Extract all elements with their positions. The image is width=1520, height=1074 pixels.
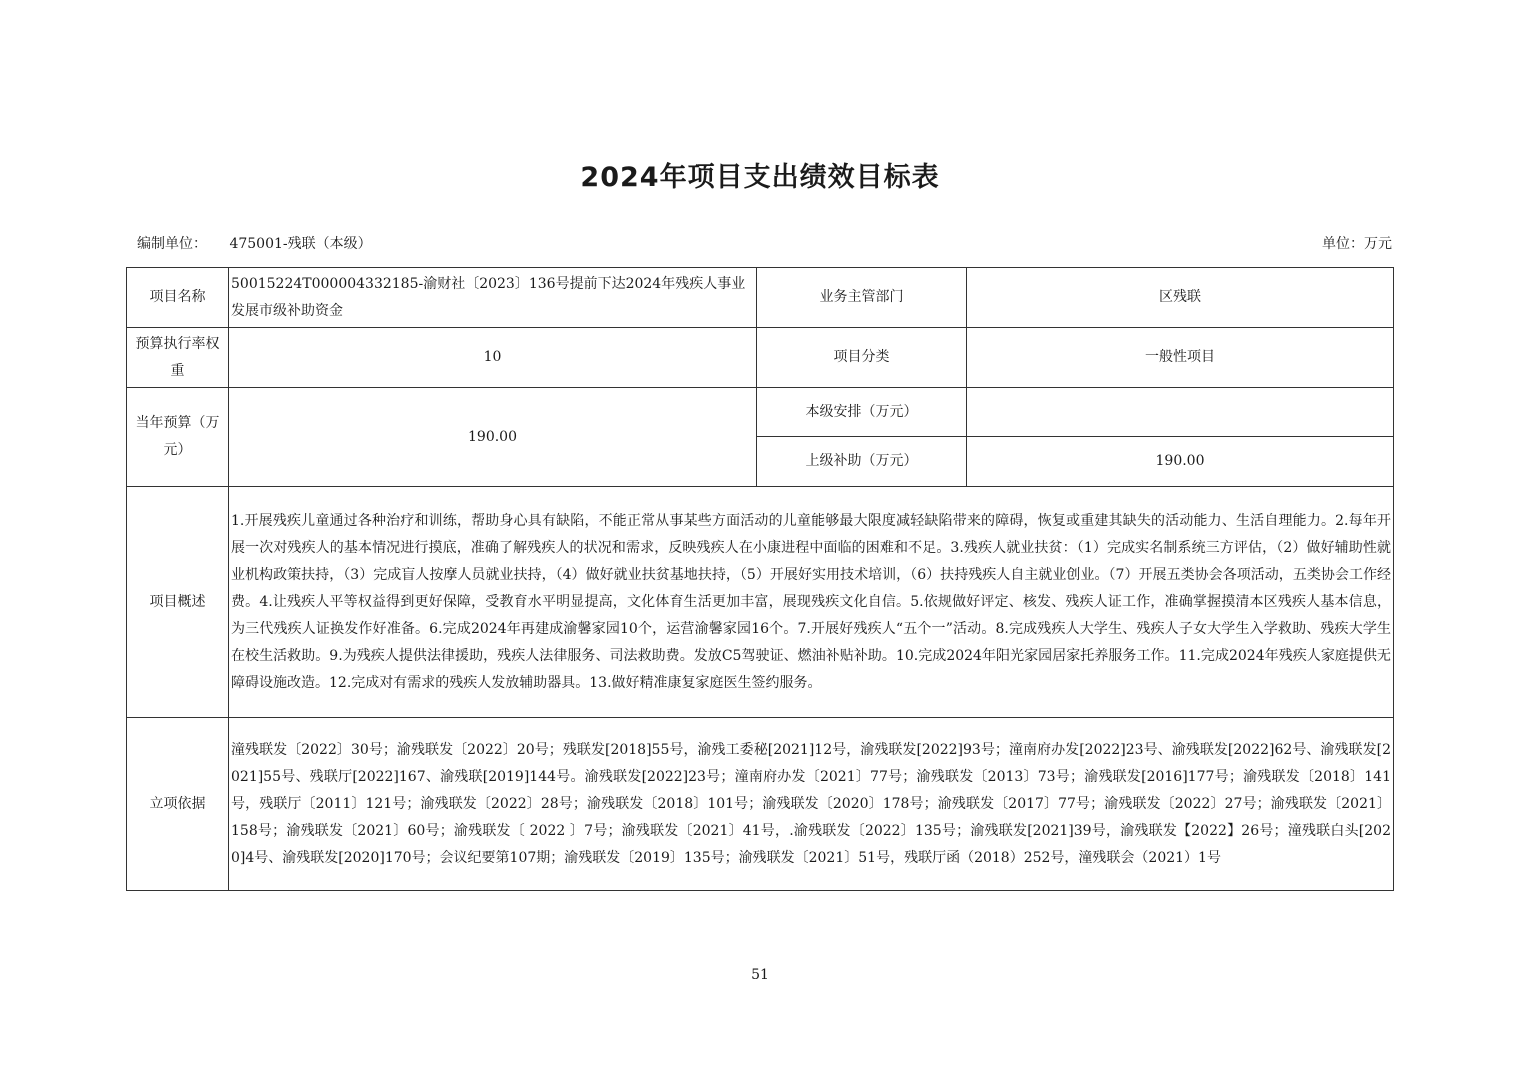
table-row xyxy=(127,268,1394,328)
dept-value: 区残联 xyxy=(967,268,1394,328)
category-label: 项目分类 xyxy=(757,328,967,388)
page-number: 51 xyxy=(751,967,769,983)
compiling-unit xyxy=(137,233,372,253)
table-row xyxy=(127,388,1394,437)
basis-label: 立项依据 xyxy=(127,718,229,891)
dept-label: 业务主管部门 xyxy=(757,268,967,328)
table-row xyxy=(127,328,1394,388)
local-value xyxy=(967,388,1394,437)
basis-text: 潼残联发〔2022〕30号；渝残联发〔2022〕20号；残联发[2018]55号，渝残工委秘[2021]12号，渝残联发[2022]93号；潼南府办发[2022]23号、渝残联发[2022]62号、渝残联发[2021]55号、残联厅[2022]167、渝残联[2019]144号。渝残联发[2022]23号；潼南府办发〔2021〕77号；渝残联发〔2013〕73号；渝残联发[2016]177号；渝残联发〔2018〕141号，残联厅〔2011〕121号；渝残联发〔2022〕28号；渝残联发〔2018〕101号；渝残联发〔2020〕178号；渝残联发〔2017〕77号；渝残联发〔2022〕27号；渝残联发〔2021〕158号；渝残联发〔2021〕60号；渝残联发〔 2022 〕7号；渝残联发〔2021〕41号，.渝残联发〔2022〕135号；渝残联发[2021]39号，渝残联发【2022】26号；潼残联白头[2020]4号、渝残联发[2020]170号；会议纪要第107期；渝残联发〔2019〕135号；渝残联发〔2021〕51号，残联厅函（2018）252号，潼残联会（2021）1号 xyxy=(229,718,1394,891)
overview-text: 1.开展残疾儿童通过各种治疗和训练，帮助身心具有缺陷，不能正常从事某些方面活动的儿童能够最大限度减轻缺陷带来的障碍，恢复或重建其缺失的活动能力、生活自理能力。2.每年开展一次对残疾人的基本情况进行摸底，准确了解残疾人的状况和需求，反映残疾人在小康进程中面临的困难和不足。3.残疾人就业扶贫：（1）完成实名制系统三方评估，（2）做好辅助性就业机构政策扶持，（3）完成盲人按摩人员就业扶持，（4）做好就业扶贫基地扶持，（5）开展好实用技术培训，（6）扶持残疾人自主就业创业。（7）开展五类协会各项活动，五类协会工作经费。4.让残疾人平等权益得到更好保障，受教育水平明显提高，文化体育生活更加丰富，展现残疾文化自信。5.依规做好评定、核发、残疾人证工作，准确掌握摸清本区残疾人基本信息，为三代残疾人证换发作好准备。6.完成2024年再建成渝馨家园10个，运营渝馨家园16个。7.开展好残疾人“五个一”活动。8.完成残疾人大学生、残疾人子女大学生入学救助、残疾大学生在校生活救助。9.为残疾人提供法律援助，残疾人法律服务、司法救助费。发放C5驾驶证、燃油补贴补助。10.完成2024年阳光家园居家托养服务工作。11.完成2024年残疾人家庭提供无障碍设施改造。12.完成对有需求的残疾人发放辅助器具。13.做好精准康复家庭医生签约服务。 xyxy=(229,487,1394,718)
weight-label: 预算执行率权重 xyxy=(127,328,229,388)
performance-table xyxy=(126,267,1394,891)
compiling-unit-label: 编制单位： xyxy=(137,236,207,252)
project-name-value: 50015224T000004332185-渝财社〔2023〕136号提前下达2024年残疾人事业发展市级补助资金 xyxy=(229,268,757,328)
table-row xyxy=(127,487,1394,718)
currency-unit: 单位：万元 xyxy=(1322,236,1392,252)
overview-label: 项目概述 xyxy=(127,487,229,718)
budget-label: 当年预算（万元） xyxy=(127,388,229,487)
upper-label: 上级补助（万元） xyxy=(757,437,967,487)
local-label: 本级安排（万元） xyxy=(757,388,967,437)
upper-value: 190.00 xyxy=(967,437,1394,487)
compiling-unit-value: 475001-残联（本级） xyxy=(229,236,372,252)
table-row xyxy=(127,718,1394,891)
budget-value: 190.00 xyxy=(229,388,757,487)
category-value: 一般性项目 xyxy=(967,328,1394,388)
project-name-label: 项目名称 xyxy=(127,268,229,328)
page-title: 2024年项目支出绩效目标表 xyxy=(580,162,940,193)
weight-value: 10 xyxy=(229,328,757,388)
